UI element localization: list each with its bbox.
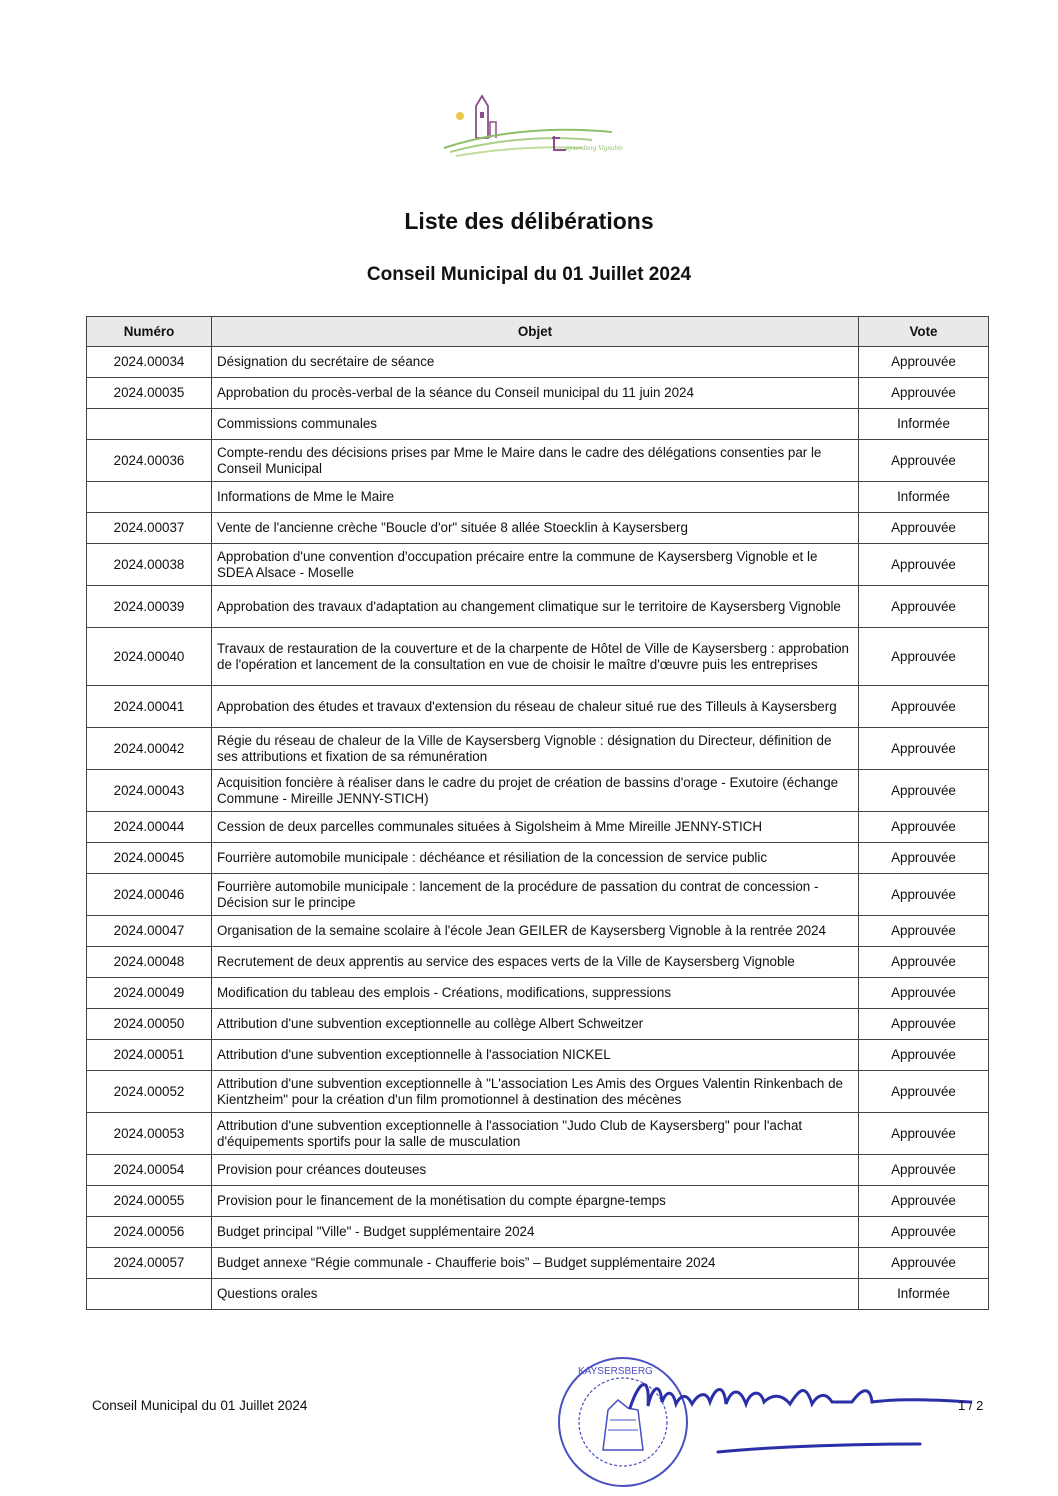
signature-icon bbox=[600, 1358, 1000, 1458]
table-row bbox=[87, 1040, 989, 1071]
numero-cell: 2024.00047 bbox=[87, 916, 212, 947]
table-row bbox=[87, 947, 989, 978]
objet-cell: Approbation d'une convention d'occupation précaire entre la commune de Kaysersberg Vignoble et le SDEA Alsace - Moselle bbox=[212, 544, 859, 586]
vote-cell: Approuvée bbox=[859, 544, 989, 586]
table-row bbox=[87, 628, 989, 686]
objet-cell: Questions orales bbox=[212, 1279, 859, 1310]
table-row bbox=[87, 1155, 989, 1186]
numero-cell bbox=[87, 482, 212, 513]
objet-cell: Budget annexe “Régie communale - Chaufferie bois” – Budget supplémentaire 2024 bbox=[212, 1248, 859, 1279]
numero-cell: 2024.00042 bbox=[87, 728, 212, 770]
table-row bbox=[87, 1279, 989, 1310]
page-subtitle: Conseil Municipal du 01 Juillet 2024 bbox=[366, 264, 692, 285]
vote-cell: Approuvée bbox=[859, 978, 989, 1009]
objet-cell: Attribution d'une subvention exceptionnelle au collège Albert Schweitzer bbox=[212, 1009, 859, 1040]
mayor-signature bbox=[600, 1358, 1000, 1458]
objet-cell: Recrutement de deux apprentis au service des espaces verts de la Ville de Kaysersberg Vignoble bbox=[212, 947, 859, 978]
vote-cell: Approuvée bbox=[859, 843, 989, 874]
objet-cell: Vente de l'ancienne crèche "Boucle d'or" située 8 allée Stoecklin à Kaysersberg bbox=[212, 513, 859, 544]
vote-cell: Approuvée bbox=[859, 874, 989, 916]
table-row bbox=[87, 409, 989, 440]
page-title: Liste des délibérations bbox=[404, 208, 654, 234]
table-row bbox=[87, 770, 989, 812]
vote-cell: Approuvée bbox=[859, 513, 989, 544]
objet-cell: Approbation du procès-verbal de la séance du Conseil municipal du 11 juin 2024 bbox=[212, 378, 859, 409]
vote-cell: Informée bbox=[859, 1279, 989, 1310]
objet-cell: Fourrière automobile municipale : déchéance et résiliation de la concession de service public bbox=[212, 843, 859, 874]
table-row bbox=[87, 482, 989, 513]
vote-cell: Approuvée bbox=[859, 916, 989, 947]
table-row bbox=[87, 347, 989, 378]
numero-cell: 2024.00041 bbox=[87, 686, 212, 728]
table-row bbox=[87, 440, 989, 482]
vote-cell: Approuvée bbox=[859, 1155, 989, 1186]
objet-cell: Régie du réseau de chaleur de la Ville de Kaysersberg Vignoble : désignation du Directeur, définition de ses attributions et fixation de sa rémunération bbox=[212, 728, 859, 770]
objet-cell: Organisation de la semaine scolaire à l'école Jean GEILER de Kaysersberg Vignoble à la rentrée 2024 bbox=[212, 916, 859, 947]
table-row bbox=[87, 513, 989, 544]
page-number: 1 / 2 bbox=[958, 1398, 984, 1413]
column-header-vote: Vote bbox=[859, 317, 989, 347]
table-row bbox=[87, 728, 989, 770]
objet-cell: Modification du tableau des emplois - Créations, modifications, suppressions bbox=[212, 978, 859, 1009]
numero-cell: 2024.00043 bbox=[87, 770, 212, 812]
table-header-row bbox=[87, 317, 989, 347]
vote-cell: Approuvée bbox=[859, 1248, 989, 1279]
objet-cell: Travaux de restauration de la couverture et de la charpente de Hôtel de Ville de Kaysersberg : approbation de l'opération et lancement de la consultation en vue de choisir le maître d'œuvre puis les entreprises bbox=[212, 628, 859, 686]
vote-cell: Approuvée bbox=[859, 1040, 989, 1071]
numero-cell bbox=[87, 409, 212, 440]
table-row bbox=[87, 544, 989, 586]
vote-cell: Approuvée bbox=[859, 440, 989, 482]
numero-cell: 2024.00034 bbox=[87, 347, 212, 378]
numero-cell: 2024.00048 bbox=[87, 947, 212, 978]
vote-cell: Approuvée bbox=[859, 1217, 989, 1248]
numero-cell: 2024.00038 bbox=[87, 544, 212, 586]
numero-cell: 2024.00056 bbox=[87, 1217, 212, 1248]
vote-cell: Approuvée bbox=[859, 347, 989, 378]
table-row bbox=[87, 1113, 989, 1155]
table-row bbox=[87, 1217, 989, 1248]
objet-cell: Attribution d'une subvention exceptionnelle à l'association "Judo Club de Kaysersberg" pour l'achat d'équipements sportifs pour la salle de musculation bbox=[212, 1113, 859, 1155]
column-header-numero: Numéro bbox=[87, 317, 212, 347]
vote-cell: Informée bbox=[859, 409, 989, 440]
vote-cell: Approuvée bbox=[859, 770, 989, 812]
table-row bbox=[87, 1186, 989, 1217]
vote-cell: Approuvée bbox=[859, 1113, 989, 1155]
objet-cell: Cession de deux parcelles communales situées à Sigolsheim à Mme Mireille JENNY-STICH bbox=[212, 812, 859, 843]
table-row bbox=[87, 1009, 989, 1040]
objet-cell: Approbation des travaux d'adaptation au changement climatique sur le territoire de Kaysersberg Vignoble bbox=[212, 586, 859, 628]
objet-cell: Fourrière automobile municipale : lancement de la procédure de passation du contrat de concession - Décision sur le principe bbox=[212, 874, 859, 916]
objet-cell: Désignation du secrétaire de séance bbox=[212, 347, 859, 378]
table-body bbox=[87, 347, 989, 1310]
table-row bbox=[87, 1071, 989, 1113]
table-row bbox=[87, 686, 989, 728]
vote-cell: Approuvée bbox=[859, 947, 989, 978]
numero-cell: 2024.00049 bbox=[87, 978, 212, 1009]
numero-cell: 2024.00046 bbox=[87, 874, 212, 916]
table-row bbox=[87, 812, 989, 843]
table-row bbox=[87, 1248, 989, 1279]
numero-cell: 2024.00051 bbox=[87, 1040, 212, 1071]
vote-cell: Approuvée bbox=[859, 378, 989, 409]
footer-text: Conseil Municipal du 01 Juillet 2024 bbox=[92, 1398, 308, 1413]
numero-cell: 2024.00057 bbox=[87, 1248, 212, 1279]
table-row bbox=[87, 916, 989, 947]
numero-cell: 2024.00037 bbox=[87, 513, 212, 544]
vote-cell: Approuvée bbox=[859, 628, 989, 686]
objet-cell: Commissions communales bbox=[212, 409, 859, 440]
vote-cell: Approuvée bbox=[859, 1009, 989, 1040]
numero-cell: 2024.00036 bbox=[87, 440, 212, 482]
numero-cell: 2024.00035 bbox=[87, 378, 212, 409]
vote-cell: Approuvée bbox=[859, 728, 989, 770]
numero-cell: 2024.00044 bbox=[87, 812, 212, 843]
objet-cell: Acquisition foncière à réaliser dans le cadre du projet de création de bassins d'orage - Exutoire (échange Commune - Mireille JENNY-STICH) bbox=[212, 770, 859, 812]
vote-cell: Approuvée bbox=[859, 686, 989, 728]
numero-cell bbox=[87, 1279, 212, 1310]
numero-cell: 2024.00039 bbox=[87, 586, 212, 628]
objet-cell: Compte-rendu des décisions prises par Mme le Maire dans le cadre des délégations consenties par le Conseil Municipal bbox=[212, 440, 859, 482]
kaysersberg-logo-icon bbox=[442, 92, 642, 162]
numero-cell: 2024.00040 bbox=[87, 628, 212, 686]
table-row bbox=[87, 978, 989, 1009]
objet-cell: Informations de Mme le Maire bbox=[212, 482, 859, 513]
numero-cell: 2024.00045 bbox=[87, 843, 212, 874]
column-header-objet: Objet bbox=[212, 317, 859, 347]
objet-cell: Provision pour le financement de la monétisation du compte épargne-temps bbox=[212, 1186, 859, 1217]
objet-cell: Approbation des études et travaux d'extension du réseau de chaleur situé rue des Tilleuls à Kaysersberg bbox=[212, 686, 859, 728]
vote-cell: Informée bbox=[859, 482, 989, 513]
numero-cell: 2024.00052 bbox=[87, 1071, 212, 1113]
objet-cell: Attribution d'une subvention exceptionnelle à l'association NICKEL bbox=[212, 1040, 859, 1071]
numero-cell: 2024.00055 bbox=[87, 1186, 212, 1217]
deliberations-table bbox=[86, 316, 989, 1310]
objet-cell: Budget principal "Ville" - Budget supplémentaire 2024 bbox=[212, 1217, 859, 1248]
logo bbox=[442, 92, 642, 162]
numero-cell: 2024.00053 bbox=[87, 1113, 212, 1155]
vote-cell: Approuvée bbox=[859, 1071, 989, 1113]
vote-cell: Approuvée bbox=[859, 586, 989, 628]
table-row bbox=[87, 874, 989, 916]
vote-cell: Approuvée bbox=[859, 812, 989, 843]
table-row bbox=[87, 843, 989, 874]
numero-cell: 2024.00050 bbox=[87, 1009, 212, 1040]
objet-cell: Attribution d'une subvention exceptionnelle à "L'association Les Amis des Orgues Valentin Rinkenbach de Kientzheim" pour la création d'un film promotionnel à destination des mécènes bbox=[212, 1071, 859, 1113]
table-row bbox=[87, 586, 989, 628]
seal-lettering: KAYSERSBERG bbox=[578, 1366, 653, 1377]
vote-cell: Approuvée bbox=[859, 1186, 989, 1217]
table-row bbox=[87, 378, 989, 409]
numero-cell: 2024.00054 bbox=[87, 1155, 212, 1186]
logo-lettering: aysersberg Vignoble bbox=[566, 144, 623, 152]
objet-cell: Provision pour créances douteuses bbox=[212, 1155, 859, 1186]
